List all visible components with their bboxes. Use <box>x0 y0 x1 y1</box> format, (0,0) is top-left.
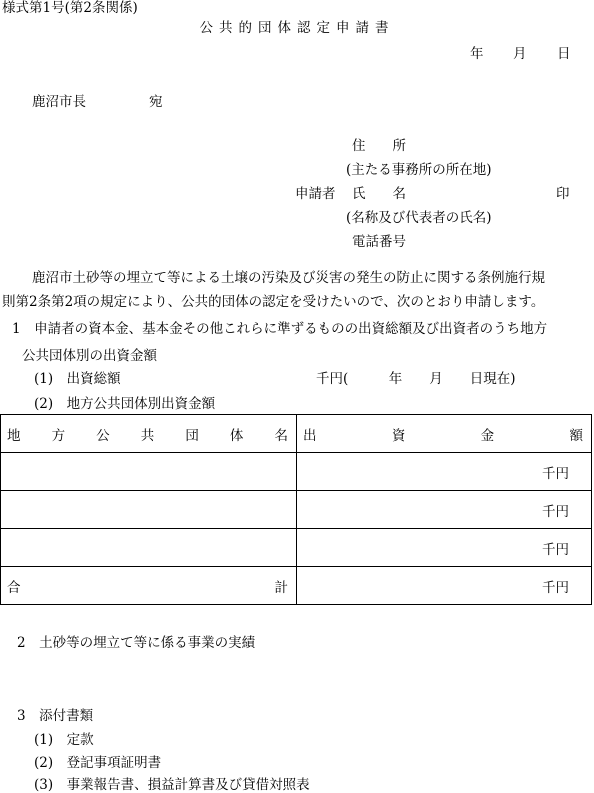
addressee-name: 鹿沼市長 <box>32 94 86 110</box>
document-title: 公共的団体認定申請書 <box>199 20 395 36</box>
total-amount-cell[interactable]: 千円 <box>297 567 592 605</box>
applicant-label: 申請者 <box>295 186 336 202</box>
applicant-phone-label: 電話番号 <box>352 234 406 250</box>
header-investment-amount: 出 資 金 額 <box>297 415 592 453</box>
municipality-cell[interactable] <box>1 491 297 529</box>
municipality-cell[interactable] <box>1 453 297 491</box>
table-total-row <box>1 567 592 605</box>
amount-cell[interactable]: 千円 <box>297 453 592 491</box>
body-line-2: 則第2条第2項の規定により、公共的団体の認定を受けたいので、次のとおり申請します。 <box>2 294 545 310</box>
date-month-label: 月 <box>513 46 527 62</box>
table-row <box>1 529 592 567</box>
form-number: 様式第1号(第2条関係) <box>2 0 138 16</box>
investment-table <box>0 414 592 605</box>
section1-heading-cont: 公共団体別の出資金額 <box>22 348 157 364</box>
municipality-cell[interactable] <box>1 529 297 567</box>
addressee-suffix: 宛 <box>149 94 163 110</box>
section2-heading: 2 土砂等の埋立て等に係る事業の実績 <box>17 635 256 651</box>
amount-cell[interactable]: 千円 <box>297 491 592 529</box>
table-row <box>1 491 592 529</box>
section3-heading: 3 添付書類 <box>17 708 94 724</box>
header-municipality: 地 方 公 共 団 体 名 <box>1 415 297 453</box>
total-investment-label: (1) 出資総額 <box>34 371 121 387</box>
amount-cell[interactable]: 千円 <box>297 529 592 567</box>
applicant-address-label: 住 所 <box>352 138 406 154</box>
attachment-item: (3) 事業報告書、損益計算書及び貸借対照表 <box>34 777 310 793</box>
table-header-row <box>1 415 592 453</box>
attachment-item: (1) 定款 <box>34 732 94 748</box>
applicant-name-note: (名称及び代表者の氏名) <box>346 210 492 226</box>
table-row <box>1 453 592 491</box>
applicant-name-label: 氏 名 <box>352 186 406 202</box>
attachment-item: (2) 登記事項証明書 <box>34 755 162 771</box>
seal-mark: 印 <box>556 186 570 202</box>
total-investment-unit: 千円( 年 月 日現在) <box>316 371 516 387</box>
total-label-cell: 合 計 <box>1 567 297 605</box>
municipal-investment-label: (2) 地方公共団体別出資金額 <box>34 396 216 412</box>
section1-heading: 1 申請者の資本金、基本金その他これらに準ずるものの出資総額及び出資者のうち地方 <box>12 321 548 337</box>
applicant-address-note: (主たる事務所の所在地) <box>346 162 492 178</box>
date-day-label: 日 <box>557 46 571 62</box>
body-paragraph <box>2 266 592 314</box>
date-year-label: 年 <box>470 46 484 62</box>
body-line-1: 鹿沼市土砂等の埋立て等による土壌の汚染及び災害の発生の防止に関する条例施行規 <box>32 270 545 286</box>
